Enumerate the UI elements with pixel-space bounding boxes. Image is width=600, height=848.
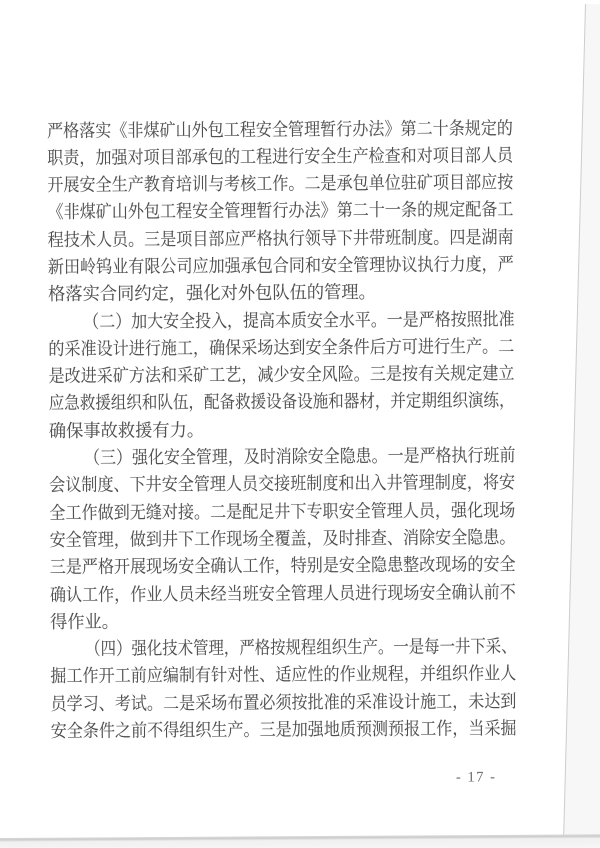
text-line: [49, 524, 515, 554]
text-line-content: 确保事故救援有力。: [48, 419, 205, 441]
page-number: - 17 -: [455, 769, 497, 786]
text-line-content: 严格落实《非煤矿山外包工程安全管理暂行办法》第二十条规定的: [47, 117, 513, 141]
text-line: [49, 388, 515, 418]
text-line: [50, 661, 516, 691]
text-line: [50, 606, 516, 636]
text-line: [49, 497, 515, 527]
document-text-block: [47, 115, 517, 746]
text-line-content: （二）加大安全投入，提高本质安全水平。一是严格按照批准: [82, 308, 515, 332]
text-line-content: 程技术人员。三是项目部应严格执行领导下井带班制度。四是湖南: [47, 226, 514, 250]
text-line: [48, 251, 514, 281]
text-line-content: 安全条件之前不得组织生产。三是加强地质预测预报工作，当采掘: [50, 718, 517, 742]
text-line-content: 安全管理，做到井下工作现场全覆盖，及时排查、消除安全隐患。: [49, 527, 516, 550]
text-line-content: 得作业。: [50, 611, 120, 632]
text-line-content: 员学习、考试。二是采场布置必须按批准的采准设计施工，未达到: [50, 690, 517, 714]
text-line-content: （三）强化安全管理，及时消除安全隐患。一是严格执行班前: [83, 445, 515, 468]
text-line: [50, 633, 516, 663]
text-line: [50, 551, 516, 581]
text-line: [49, 442, 515, 472]
text-line: [50, 688, 516, 718]
text-line-content: 会议制度、下井安全管理人员交接班制度和出入井管理制度，将安: [49, 472, 516, 496]
text-line: [51, 715, 517, 745]
text-line-content: 的采准设计进行施工，确保采场达到安全条件后方可进行生产。二: [48, 336, 515, 359]
text-line: [50, 579, 516, 609]
text-line-content: 三是严格开展现场安全确认工作，特别是安全隐患整改现场的安全: [49, 554, 516, 578]
text-line-content: 是改进采矿方法和采矿工艺，减少安全风险。三是按有关规定建立: [48, 363, 515, 387]
text-line-content: 全工作做到无缝对接。二是配足井下专职安全管理人员，强化现场: [49, 499, 516, 523]
text-line: [48, 333, 514, 363]
text-line-content: 开展安全生产教育培训与考核工作。二是承包单位驻矿项目部应按: [47, 172, 514, 196]
text-line-content: 《非煤矿山外包工程安全管理暂行办法》第二十一条的规定配备工: [47, 199, 514, 223]
text-line: [47, 142, 513, 172]
text-line-content: 新田岭钨业有限公司应加强承包合同和安全管理协议执行力度，严: [47, 254, 514, 277]
text-line: [48, 278, 514, 308]
text-line: [49, 470, 515, 500]
text-line: [47, 197, 513, 227]
text-line-content: 应急救援组织和队伍，配备救援设备设施和器材，并定期组织演练，: [48, 390, 515, 414]
text-line: [48, 224, 514, 254]
text-line-content: （四）强化技术管理，严格按规程组织生产。一是每一井下采、: [84, 636, 517, 659]
text-line: [47, 115, 513, 145]
text-line: [48, 306, 514, 336]
text-line: [49, 415, 515, 445]
text-line: [47, 169, 513, 199]
text-line-content: 确认工作，作业人员未经当班安全管理人员进行现场安全确认前不: [49, 581, 516, 605]
text-line: [48, 360, 514, 390]
text-line-content: 格落实合同约定，强化对外包队伍的管理。: [48, 282, 376, 305]
text-line-content: 职责，加强对项目部承包的工程进行安全生产检查和对项目部人员: [47, 144, 514, 168]
text-line-content: 掘工作开工前应编制有针对性、适应性的作业规程，并组织作业人: [50, 663, 517, 687]
